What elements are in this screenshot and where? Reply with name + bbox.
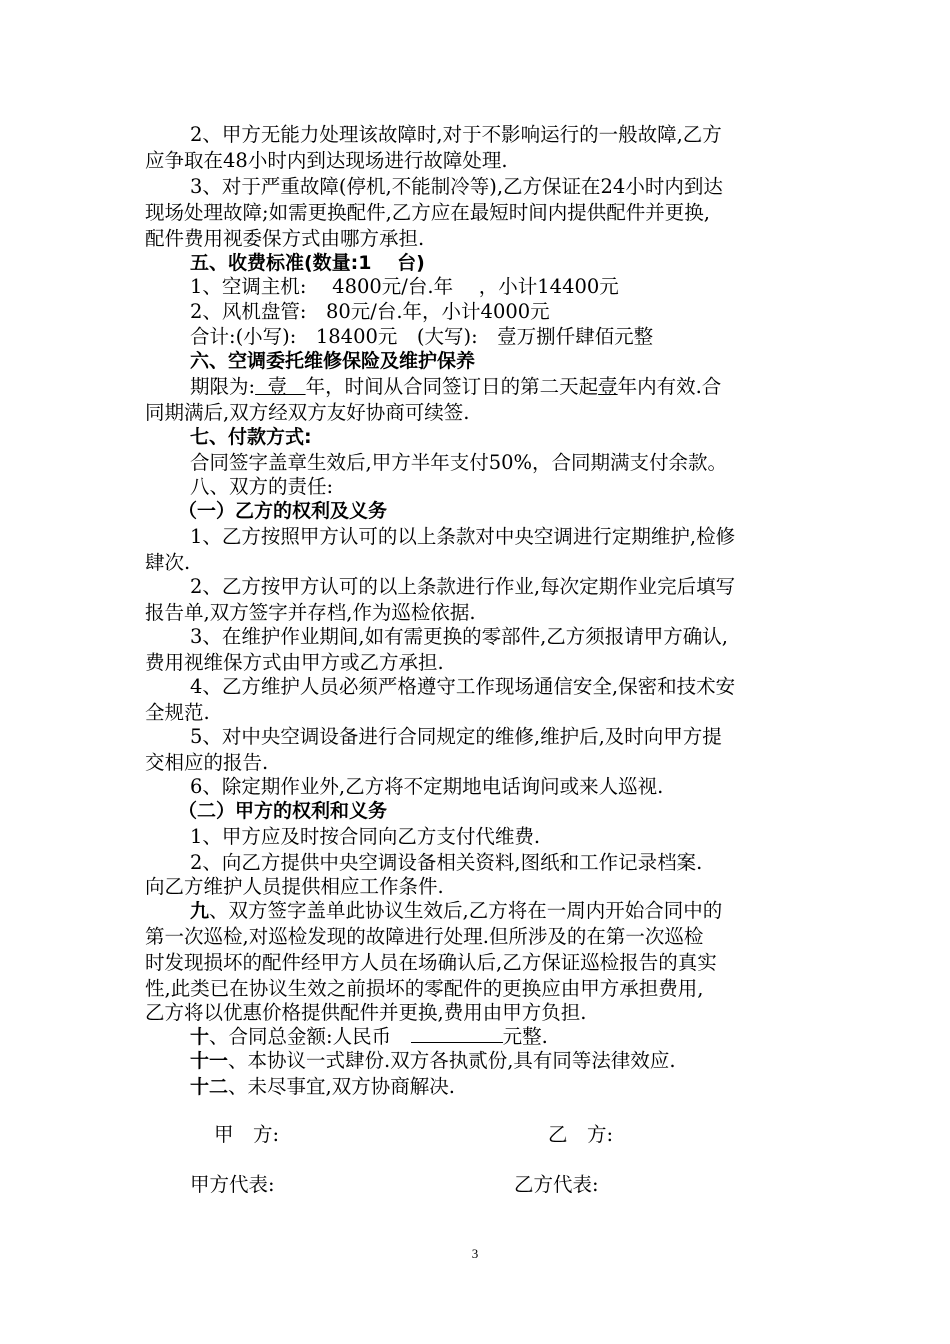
party-a-rights-heading: （二）甲方的权利和义务 — [178, 800, 388, 822]
party-b-duty-5-line1: 5、对中央空调设备进行合同规定的维修,维护后,及时向甲方提 — [190, 725, 722, 748]
section5-heading: 五、收费标准(数量:1 台) — [190, 252, 425, 274]
party-b-duty-1-line1: 1、乙方按照甲方认可的以上条款对中央空调进行定期维护,检修 — [190, 525, 736, 548]
section9-number: 九 — [190, 900, 210, 922]
section9-line3: 时发现损坏的配件经甲方人员在场确认后,乙方保证巡检报告的真实 — [145, 951, 717, 974]
party-a-label: 甲 方: — [214, 1123, 280, 1146]
party-b-label: 乙 方: — [548, 1123, 614, 1146]
section10-line — [190, 1024, 548, 1050]
section11-number: 十一 — [190, 1050, 229, 1072]
section3-line5: 配件费用视委保方式由哪方承担. — [145, 227, 425, 250]
party-a-duty-2: 2、向乙方提供中央空调设备相关资料,图纸和工作记录档案. — [190, 851, 703, 874]
section9-line1 — [190, 898, 722, 924]
section6-heading: 六、空调委托维修保险及维护保养 — [190, 350, 476, 372]
section6-line2: 同期满后,双方经双方友好协商可续签. — [145, 401, 470, 424]
party-b-duty-3-line1: 3、在维护作业期间,如有需更换的零部件,乙方须报请甲方确认, — [190, 625, 729, 648]
party-a-duty-3: 向乙方维护人员提供相应工作条件. — [145, 875, 444, 898]
section9-line2: 第一次巡检,对巡检发现的故障进行处理.但所涉及的在第一次巡检 — [145, 925, 704, 948]
term-mid: 年，时间从合同签订日的第二天起 — [305, 375, 599, 398]
party-b-duty-2-line1: 2、乙方按甲方认可的以上条款进行作业,每次定期作业完后填写 — [190, 575, 736, 598]
party-b-duty-4-line1: 4、乙方维护人员必须严格遵守工作现场通信安全,保密和技术安 — [190, 675, 736, 698]
section3-line2: 应争取在48小时内到达现场进行故障处理. — [145, 149, 508, 172]
section3-line1: 2、甲方无能力处理该故障时,对于不影响运行的一般故障,乙方 — [190, 123, 722, 146]
section10-suffix: 元整. — [502, 1025, 548, 1048]
section12-text: 、未尽事宜,双方协商解决. — [228, 1075, 455, 1098]
payment-text: 合同签字盖章生效后,甲方半年支付50%，合同期满支付余款。 — [190, 451, 728, 474]
fee-total: 合计:(小写): 18400元 (大写): 壹万捌仟肆佰元整 — [190, 325, 654, 348]
term-value-2: 壹 — [598, 375, 618, 398]
section12-number: 十二 — [190, 1076, 229, 1098]
fee-item-host: 1、空调主机: 4800元/台.年 ，小计14400元 — [190, 275, 619, 298]
section10-number: 十 — [190, 1026, 210, 1048]
party-a-representative-label: 甲方代表: — [190, 1173, 275, 1196]
term-label: 期限为: — [190, 375, 256, 398]
section9-text: 、双方签字盖单此协议生效后,乙方将在一周内开始合同中的 — [209, 899, 723, 922]
party-b-duty-3-line2: 费用视维保方式由甲方或乙方承担. — [145, 651, 444, 674]
section9-line5: 乙方将以优惠价格提供配件并更换,费用由甲方负担. — [145, 1001, 587, 1024]
party-b-duty-1-line2: 肆次. — [145, 551, 191, 574]
party-b-duty-4-line2: 全规范. — [145, 701, 210, 724]
section3-line3: 3、对于严重故障(停机,不能制冷等),乙方保证在24小时内到达 — [190, 175, 723, 198]
section12-line — [190, 1074, 455, 1100]
party-b-representative-label: 乙方代表: — [514, 1173, 599, 1196]
section11-line — [190, 1048, 676, 1074]
contract-amount-blank[interactable] — [411, 1024, 503, 1043]
section3-line4: 现场处理故障;如需更换配件,乙方应在最短时间内提供配件并更换, — [145, 201, 710, 224]
section11-text: 、本协议一式肆份.双方各执贰份,具有同等法律效应. — [228, 1049, 676, 1072]
section9-line4: 性,此类已在协议生效之前损坏的零配件的更换应由甲方承担费用, — [145, 977, 704, 1000]
term-post: 年内有效.合 — [617, 375, 722, 398]
section7-heading: 七、付款方式: — [190, 426, 312, 448]
page-number: 3 — [471, 1246, 479, 1261]
party-b-duty-5-line2: 交相应的报告. — [145, 751, 269, 774]
party-b-rights-heading: （一）乙方的权利及义务 — [178, 500, 388, 522]
section8-heading: 八、双方的责任: — [190, 475, 334, 498]
section6-term-line — [190, 374, 721, 400]
party-b-duty-6: 6、除定期作业外,乙方将不定期地电话询问或来人巡视. — [190, 775, 664, 798]
term-value: 壹 — [255, 375, 306, 398]
fee-item-fan-coil: 2、风机盘管: 80元/台.年，小计4000元 — [190, 300, 550, 323]
party-a-duty-1: 1、甲方应及时按合同向乙方支付代维费. — [190, 825, 541, 848]
party-b-duty-2-line2: 报告单,双方签字并存档,作为巡检依据. — [145, 601, 476, 624]
section10-text: 、合同总金额:人民币 — [209, 1025, 411, 1048]
